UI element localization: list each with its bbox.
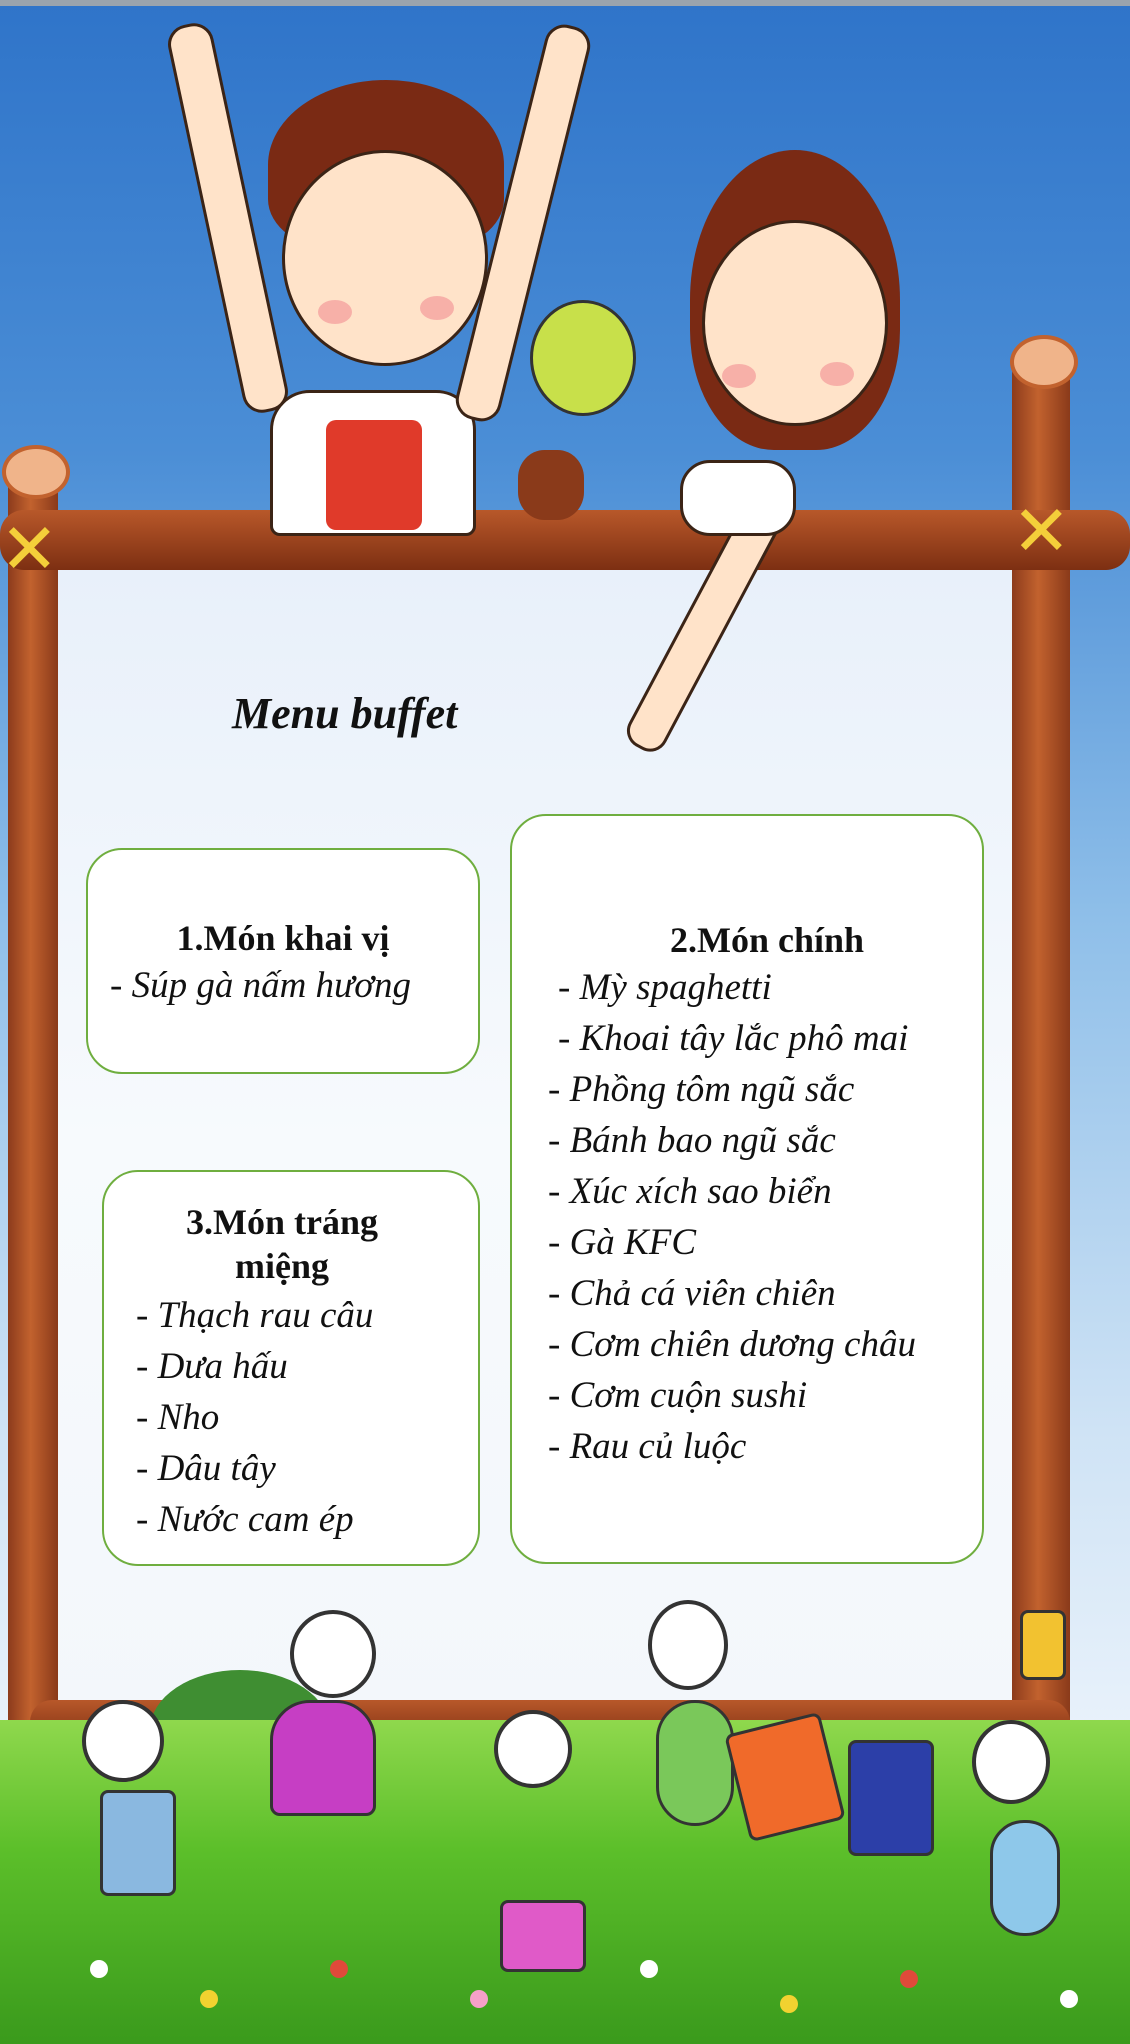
blue-bag: [848, 1740, 934, 1856]
flower: [780, 1995, 798, 2013]
right-post: [1012, 360, 1070, 1780]
flower: [1060, 1990, 1078, 2008]
main-course-box: [510, 814, 984, 1564]
menu-item: - Cơm cuộn sushi: [548, 1375, 808, 1416]
menu-item: - Thạch rau câu: [136, 1295, 374, 1336]
flower: [90, 1960, 108, 1978]
doodle-kid-head: [648, 1600, 728, 1690]
menu-item: - Dâu tây: [136, 1448, 276, 1489]
menu-item: - Rau củ luộc: [548, 1426, 747, 1467]
doodle-kid-head: [972, 1720, 1050, 1804]
dress: [270, 1700, 376, 1816]
appetizer-box: [86, 848, 480, 1074]
boy-overalls: [326, 420, 422, 530]
shirt: [990, 1820, 1060, 1936]
flower: [640, 1960, 658, 1978]
boy-face: [282, 150, 488, 366]
book: [1020, 1610, 1066, 1680]
menu-item: - Bánh bao ngũ sắc: [548, 1120, 836, 1161]
menu-item: - Gà KFC: [548, 1222, 696, 1263]
girl-shirt: [680, 460, 796, 536]
dessert-heading: 3.Món tráng miệng: [186, 1202, 378, 1286]
menu-item: - Nho: [136, 1397, 220, 1438]
menu-item: - Khoai tây lắc phô mai: [558, 1018, 909, 1059]
menu-item: - Mỳ spaghetti: [558, 967, 772, 1008]
menu-item: - Chả cá viên chiên: [548, 1273, 836, 1314]
menu-item: - Phồng tôm ngũ sắc: [548, 1069, 855, 1110]
menu-item: - Súp gà nấm hương: [110, 965, 411, 1006]
girl-cheek: [820, 362, 854, 386]
honey-pot: [518, 450, 584, 520]
flower: [330, 1960, 348, 1978]
doodle-kid-head: [494, 1710, 572, 1788]
girl-cheek: [722, 364, 756, 388]
right-rope-tie: ✕: [1012, 490, 1071, 572]
appetizer-heading: 1.Món khai vị: [176, 918, 390, 958]
menu-item: - Dưa hấu: [136, 1346, 288, 1387]
flower: [470, 1990, 488, 2008]
flower: [200, 1990, 218, 2008]
boy-cheek: [420, 296, 454, 320]
left-post-top: [2, 445, 70, 499]
backpack: [100, 1790, 176, 1896]
main-course-heading: 2.Món chính: [669, 920, 865, 960]
bug-toy: [530, 300, 636, 416]
left-post: [8, 470, 58, 1770]
flower: [900, 1970, 918, 1988]
right-post-top: [1010, 335, 1078, 389]
shirt: [656, 1700, 734, 1826]
boy-cheek: [318, 300, 352, 324]
top-edge: [0, 0, 1130, 6]
menu-title: Menu buffet: [232, 689, 458, 738]
handbag: [500, 1900, 586, 1972]
menu-item: - Xúc xích sao biển: [548, 1171, 832, 1212]
doodle-kid-head: [290, 1610, 376, 1698]
dessert-box: [102, 1170, 480, 1566]
left-rope-tie: ✕: [0, 508, 59, 590]
menu-item: - Cơm chiên dương châu: [548, 1324, 916, 1365]
top-beam: [0, 510, 1130, 570]
menu-item: - Nước cam ép: [136, 1499, 354, 1540]
girl-face: [702, 220, 888, 426]
doodle-kid-head: [82, 1700, 164, 1782]
